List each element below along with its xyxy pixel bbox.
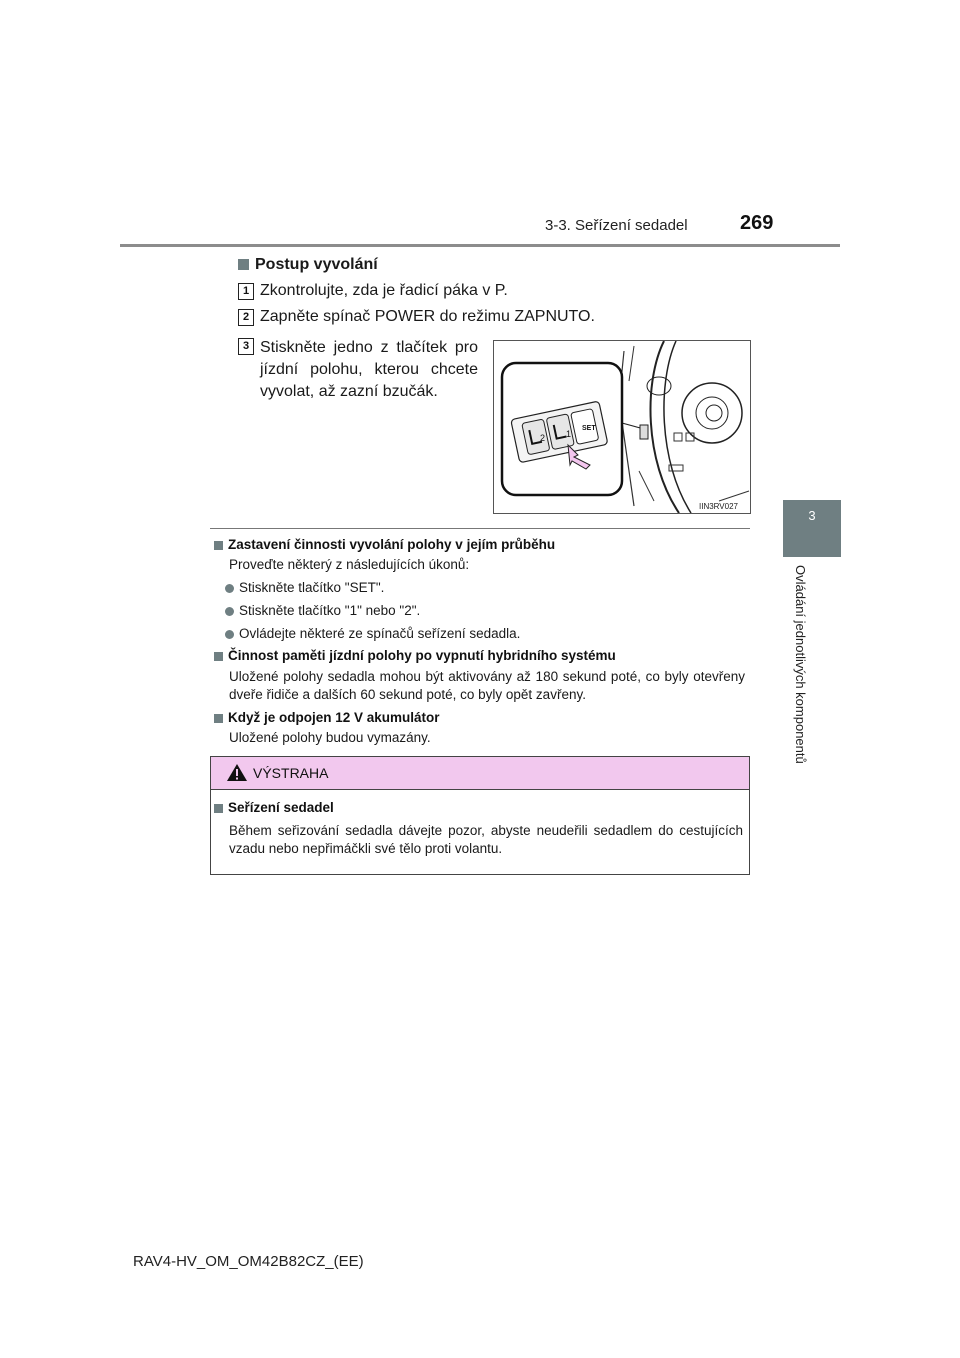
square-bullet-icon xyxy=(214,804,223,813)
warning-label: VÝSTRAHA xyxy=(253,765,329,781)
document-code: RAV4-HV_OM_OM42B82CZ_(EE) xyxy=(133,1253,364,1270)
step-text: Zkontrolujte, zda je řadicí páka v P. xyxy=(260,282,508,299)
list-item-text: Ovládejte některé ze spínačů seřízení sedadla. xyxy=(239,626,521,641)
header-divider xyxy=(120,244,840,247)
step-text: Zapněte spínač POWER do režimu ZAPNUTO. xyxy=(260,308,595,325)
note-text: Proveďte některý z následujících úkonů: xyxy=(229,557,470,572)
chapter-title: Ovládání jednotlivých komponentů xyxy=(793,565,808,764)
button-label: 1 xyxy=(566,429,572,439)
note-text: Uložené polohy budou vymazány. xyxy=(229,730,431,745)
procedure-title-text: Postup vyvolání xyxy=(255,256,378,273)
section-divider xyxy=(210,528,750,529)
section-title: 3-3. Seřízení sedadel xyxy=(545,217,688,234)
page-number: 269 xyxy=(740,212,774,234)
dashboard-drawing xyxy=(494,341,750,513)
note-heading xyxy=(214,648,616,663)
button-label: SET xyxy=(582,425,596,432)
square-bullet-icon xyxy=(238,259,249,270)
note-heading-text: Činnost paměti jízdní polohy po vypnutí hybridního systému xyxy=(228,648,616,663)
list-item xyxy=(225,580,384,595)
warning-heading-text: Seřízení sedadel xyxy=(228,800,334,815)
list-item xyxy=(225,626,520,641)
seat-memory-illustration xyxy=(493,340,751,514)
list-item-text: Stiskněte tlačítko "1" nebo "2". xyxy=(239,603,421,618)
list-item-text: Stiskněte tlačítko "SET". xyxy=(239,580,385,595)
note-heading xyxy=(214,537,555,552)
note-heading-text: Když je odpojen 12 V akumulátor xyxy=(228,710,440,725)
chapter-tab xyxy=(783,500,841,557)
note-heading-text: Zastavení činnosti vyvolání polohy v jejím průběhu xyxy=(228,537,556,552)
square-bullet-icon xyxy=(214,541,223,550)
warning-triangle-icon xyxy=(226,763,248,782)
chapter-number: 3 xyxy=(808,508,816,523)
bullet-icon xyxy=(225,607,234,616)
step-number: 2 xyxy=(238,309,254,326)
procedure-title xyxy=(238,256,378,274)
note-heading xyxy=(214,710,440,725)
square-bullet-icon xyxy=(214,714,223,723)
step-text: Stiskněte jedno z tlačítek pro jízdní polohu, kterou chcete vyvolat, až zazní bzučák. xyxy=(260,339,478,400)
step-number: 3 xyxy=(238,338,254,355)
warning-heading xyxy=(214,800,334,815)
note-text: Uložené polohy sedadla mohou být aktivovány až 180 sekund poté, co byly otevřeny dveře řidiče a dalších 60 sekund poté, co byly opět zavřeny. xyxy=(229,669,745,702)
button-label: 2 xyxy=(540,433,546,443)
list-item xyxy=(225,603,420,618)
illustration-code: IIN3RV027 xyxy=(699,502,738,511)
bullet-icon xyxy=(225,584,234,593)
warning-text: Během seřizování sedadla dávejte pozor, abyste neudeřili sedadlem do cestujících vzadu nebo nepřimáčkli své tělo proti volantu. xyxy=(229,823,743,856)
bullet-icon xyxy=(225,630,234,639)
square-bullet-icon xyxy=(214,652,223,661)
step-number: 1 xyxy=(238,283,254,300)
